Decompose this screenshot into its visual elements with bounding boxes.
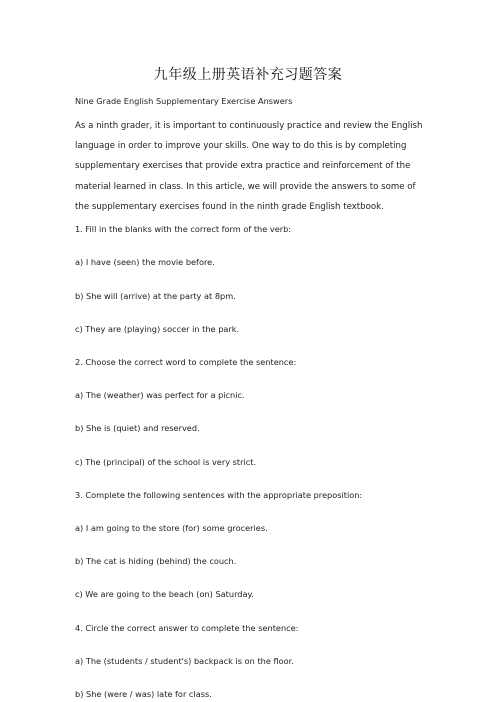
exercise-4b: b) She (were / was) late for class. [75, 689, 212, 699]
exercise-2-heading: 2. Choose the correct word to complete the sentence: [75, 357, 297, 367]
exercise-1-heading: 1. Fill in the blanks with the correct form of the verb: [75, 224, 292, 234]
exercise-3b: b) The cat is hiding (behind) the couch. [75, 556, 237, 566]
exercise-2b: b) She is (quiet) and reserved. [75, 423, 200, 433]
exercise-4-heading: 4. Circle the correct answer to complete the sentence: [75, 623, 299, 633]
exercise-3c: c) We are going to the beach (on) Saturday. [75, 589, 254, 599]
document-subtitle: Nine Grade English Supplementary Exercise Answers [75, 96, 293, 106]
exercise-1a: a) I have (seen) the movie before. [75, 257, 215, 267]
document-title: 九年级上册英语补充习题答案 [153, 67, 343, 83]
exercise-2a: a) The (weather) was perfect for a picnic. [75, 390, 245, 400]
exercise-2c: c) The (principal) of the school is very strict. [75, 457, 257, 467]
exercise-4a: a) The (students / student's) backpack is on the floor. [75, 656, 294, 666]
exercise-1c: c) They are (playing) soccer in the park. [75, 324, 240, 334]
intro-paragraph: As a ninth grader, it is important to continuously practice and review the English language in order to improve your skills. One way to do this is by completing supplementary exercises that provide extra practice and reinforcement of the material learned in class. In this article, we will provide the answers to some of the supplementary exercises found in the ninth grade English textbook. [75, 121, 423, 212]
exercise-3-heading: 3. Complete the following sentences with the appropriate preposition: [75, 490, 363, 500]
exercise-1b: b) She will (arrive) at the party at 8pm. [75, 291, 236, 301]
exercise-3a: a) I am going to the store (for) some groceries. [75, 523, 268, 533]
